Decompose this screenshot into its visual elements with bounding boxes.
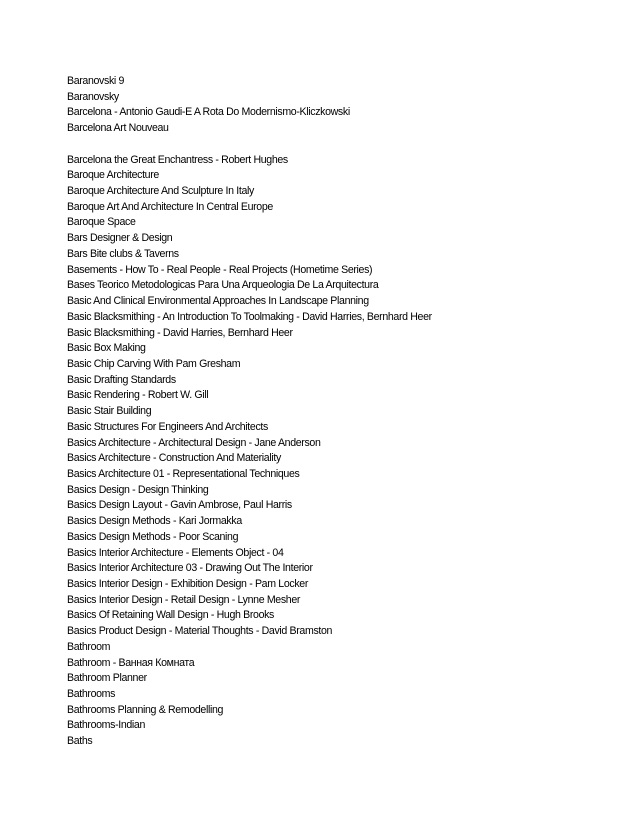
list-item: Basics Of Retaining Wall Design - Hugh Brooks <box>67 609 275 622</box>
list-item: Basic Blacksmithing - David Harries, Bernhard Heer <box>67 326 293 339</box>
list-item: Basics Architecture - Construction And Materiality <box>67 452 281 465</box>
list-item: Baroque Art And Architecture In Central Europe <box>67 200 273 213</box>
list-item: Bathrooms Planning & Remodelling <box>67 703 224 716</box>
list-item: Basic Chip Carving With Pam Gresham <box>67 357 241 370</box>
list-item: Basic Stair Building <box>67 405 152 418</box>
blank-line <box>67 137 607 153</box>
list-item: Basic Blacksmithing - An Introduction To Toolmaking - David Harries, Bernhard Heer <box>67 310 432 323</box>
list-item: Basic Box Making <box>67 342 146 355</box>
list-item: Barcelona the Great Enchantress - Robert Hughes <box>67 153 288 166</box>
list-item: Basics Interior Design - Exhibition Design - Pam Locker <box>67 578 308 590</box>
list-item: Basics Design Layout - Gavin Ambrose, Paul Harris <box>67 499 292 512</box>
list-item: Basements - How To - Real People - Real Projects (Hometime Series) <box>67 263 373 276</box>
list-item: Basic Drafting Standards <box>67 373 176 386</box>
list-item: Basics Product Design - Material Thoughts - David Bramston <box>67 625 333 638</box>
list-item: Bathrooms-Indian <box>67 719 146 732</box>
list-item: Basics Interior Architecture 03 - Drawing Out The Interior <box>67 562 313 575</box>
list-item: Bases Teorico Metodologicas Para Una Arqueologia De La Arquitectura <box>67 279 379 292</box>
list-item: Barcelona Art Nouveau <box>67 122 169 135</box>
list-item: Basics Design Methods - Poor Scaning <box>67 530 239 543</box>
list-item: Bathroom Planner <box>67 672 147 685</box>
list-item: Baranovsky <box>67 90 119 103</box>
list-item: Baroque Architecture And Sculpture In Italy <box>67 185 254 198</box>
list-item: Basics Interior Architecture - Elements Object - 04 <box>67 546 284 559</box>
list-item: Baroque Architecture <box>67 169 159 182</box>
list-item: Basic Structures For Engineers And Architects <box>67 420 268 433</box>
list-item: Baroque Space <box>67 216 136 229</box>
list-item: Bars Designer & Design <box>67 232 173 245</box>
list-item: Basics Interior Design - Retail Design - Lynne Mesher <box>67 593 301 606</box>
list-item: Basics Design Methods - Kari Jormakka <box>67 515 242 528</box>
list-item: Bathroom <box>67 640 111 653</box>
list-item: Barcelona - Antonio Gaudi-E A Rota Do Modernismo-Kliczkowski <box>67 106 350 119</box>
list-item: Basics Design - Design Thinking <box>67 483 209 496</box>
list-item: Bars Bite clubs & Taverns <box>67 247 179 260</box>
list-item: Basic And Clinical Environmental Approaches In Landscape Planning <box>67 295 369 308</box>
list-item: Bathrooms <box>67 688 116 701</box>
list-item: Basic Rendering - Robert W. Gill <box>67 389 209 402</box>
list-item: Baths <box>67 735 93 748</box>
list-item: Baranovski 9 <box>67 75 125 87</box>
list-item: Basics Architecture 01 - Representational Techniques <box>67 467 300 480</box>
list-item: Basics Architecture - Architectural Design - Jane Anderson <box>67 436 321 449</box>
list-item: Bathroom - Ванная Комната <box>67 656 195 669</box>
title-list <box>67 74 607 750</box>
